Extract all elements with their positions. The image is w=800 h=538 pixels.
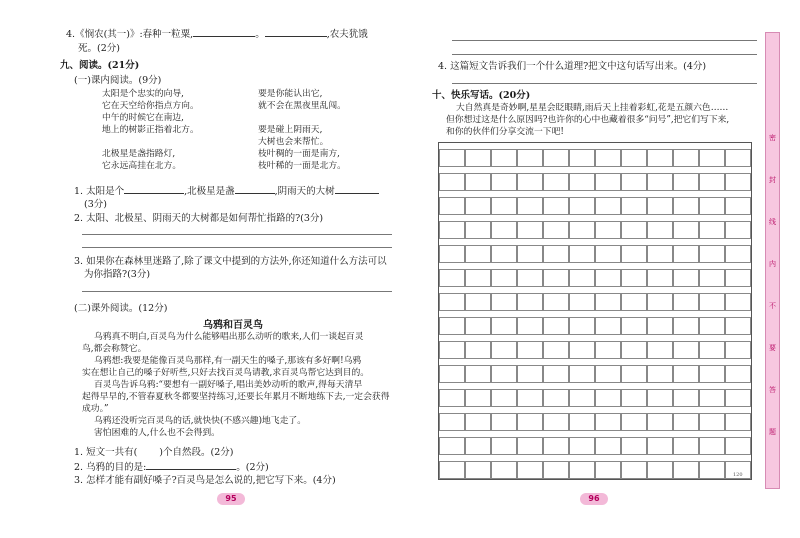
grid-cell[interactable] [595,317,621,335]
grid-cell[interactable] [725,437,751,455]
section-9-heading: 九、阅读。(21分) [60,60,140,71]
grid-cell[interactable] [465,389,491,407]
grid-cell[interactable] [595,149,621,167]
grid-cell[interactable] [699,389,725,407]
grid-cell[interactable] [569,293,595,311]
grid-cell[interactable] [543,269,569,287]
grid-cell[interactable] [465,149,491,167]
sidebar-char: 题 [769,428,776,436]
grid-cell[interactable] [621,437,647,455]
grid-cell[interactable] [647,221,673,239]
grid-cell[interactable] [517,149,543,167]
q1-score: (3分) [84,199,107,210]
grid-cell[interactable] [647,293,673,311]
story-line: 起得早早的,不管春夏秋冬都要坚持练习,还要长年累月不断地练下去,一定会获得 [82,392,390,402]
q4-end: 死。(2分) [78,43,120,54]
grid-cell[interactable] [569,413,595,431]
grid-cell[interactable] [699,341,725,359]
grid-cell[interactable] [517,437,543,455]
grid-cell[interactable] [439,197,465,215]
grid-count: 120 [733,472,743,478]
grid-cell[interactable] [517,365,543,383]
grid-cell[interactable] [465,173,491,191]
q4-right-text: 4. 这篇短文告诉我们一个什么道理?把文中这句话写出来。(4分) [438,61,707,72]
grid-cell[interactable] [517,173,543,191]
grid-cell[interactable] [621,293,647,311]
story-line: 乌鸦还没听完百灵鸟的话,就快快(不感兴趣)地飞走了。 [94,416,306,426]
story-line: 百灵鸟告诉乌鸦:“要想有一副好嗓子,唱出美妙动听的歌声,得每天清早 [94,380,363,390]
poem-right [258,88,346,172]
poem-line: 就不会在黑夜里乱闯。 [258,101,346,111]
s1-part-a: 1. 短文一共有( [74,447,138,458]
grid-cell[interactable] [699,413,725,431]
grid-cell[interactable] [725,293,751,311]
grid-cell[interactable] [595,269,621,287]
grid-cell[interactable] [621,149,647,167]
grid-cell[interactable] [621,269,647,287]
q2-answer-line-1[interactable] [82,234,392,235]
grid-cell[interactable] [595,461,621,479]
prompt-line: 大自然真是奇妙啊,星星会眨眼睛,雨后天上挂着彩虹,花是五颜六色…… [456,103,729,113]
grid-cell[interactable] [517,341,543,359]
grid-cell[interactable] [621,245,647,263]
grid-cell[interactable] [673,341,699,359]
grid-cell[interactable] [595,389,621,407]
grid-cell[interactable] [621,365,647,383]
poem-line: 北极星是盏指路灯, [102,149,176,159]
grid-cell[interactable] [621,341,647,359]
story-line: 鸟,都会称赞它。 [82,344,147,354]
grid-cell[interactable] [699,173,725,191]
poem-gap [258,112,346,124]
story-line: 乌鸦真不明白,百灵鸟为什么能够唱出那么动听的歌来,人们一谈起百灵 [94,332,364,342]
grid-cell[interactable] [465,365,491,383]
grid-cell[interactable] [439,293,465,311]
grid-cell[interactable] [725,173,751,191]
grid-cell[interactable] [465,221,491,239]
grid-cell[interactable] [569,197,595,215]
grid-cell[interactable] [647,461,673,479]
grid-cell[interactable] [439,341,465,359]
grid-cell[interactable] [439,317,465,335]
poem-line: 要是你能认出它, [258,89,323,99]
page-number-left: 95 [217,493,245,505]
grid-cell[interactable] [491,293,517,311]
grid-cell[interactable] [673,437,699,455]
grid-cell[interactable] [491,245,517,263]
story-line: 成功。” [82,404,109,414]
q4-blank-2[interactable] [265,27,327,37]
grid-cell[interactable] [543,197,569,215]
grid-cell[interactable] [465,293,491,311]
grid-cell[interactable] [517,221,543,239]
grid-cell[interactable] [725,221,751,239]
grid-cell[interactable] [595,173,621,191]
q4-right-answer-line[interactable] [452,83,757,84]
grid-cell[interactable] [569,365,595,383]
grid-cell[interactable] [647,269,673,287]
sidebar-char: 封 [769,176,776,184]
grid-cell[interactable] [491,149,517,167]
grid-cell[interactable] [647,389,673,407]
poem-line: 中午的时候它在南边, [102,113,184,123]
poem-gap [102,136,199,148]
story-body [82,331,397,439]
grid-cell[interactable] [517,317,543,335]
grid-cell[interactable] [647,173,673,191]
grid-cell[interactable] [569,461,595,479]
grid-cell[interactable] [569,245,595,263]
grid-cell[interactable] [725,317,751,335]
grid-cell[interactable] [621,389,647,407]
grid-cell[interactable] [439,389,465,407]
q3-text-cont: 为你指路?(3分) [84,269,151,280]
grid-cell[interactable] [543,149,569,167]
grid-cell[interactable] [595,293,621,311]
grid-cell[interactable] [517,413,543,431]
grid-cell[interactable] [569,389,595,407]
q4-suffix: ,农夫犹饿 [326,29,368,40]
story-line: 实在想让自己的嗓子好听些,只好去找百灵鸟请教,求百灵鸟帮它达到目的。 [82,368,370,378]
grid-cell[interactable] [595,365,621,383]
s2-blank[interactable] [146,460,236,470]
q1-blank-3[interactable] [335,184,379,194]
grid-cell[interactable] [699,269,725,287]
sidebar-char: 线 [769,218,776,226]
grid-cell[interactable] [569,317,595,335]
s1-line [74,446,233,459]
grid-cell[interactable] [725,389,751,407]
prompt-line: 和你的伙伴们分享交流一下吧! [446,127,564,137]
grid-cell[interactable] [595,437,621,455]
grid-cell[interactable] [543,173,569,191]
s1-part-b: )个自然段。(2分) [159,447,234,458]
s2-line [74,460,269,474]
grid-cell[interactable] [543,389,569,407]
grid-cell[interactable] [491,197,517,215]
grid-cell[interactable] [439,149,465,167]
poem-line: 太阳是个忠实的向导, [102,89,184,99]
q4-line [66,27,368,41]
grid-cell[interactable] [725,269,751,287]
grid-cell[interactable] [517,269,543,287]
grid-cell[interactable] [725,197,751,215]
grid-cell[interactable] [595,413,621,431]
grid-cell[interactable] [543,461,569,479]
grid-cell[interactable] [439,173,465,191]
grid-cell[interactable] [647,317,673,335]
grid-cell[interactable] [491,341,517,359]
story-line: 害怕困难的人,什么也不会得到。 [94,428,220,438]
q1-part-a: 1. 太阳是个 [74,186,125,197]
grid-cell[interactable] [673,149,699,167]
poem-line: 它永远高挂在北方。 [102,161,182,171]
grid-cell[interactable] [491,221,517,239]
seal-line-sidebar [765,32,780,489]
grid-cell[interactable] [491,173,517,191]
grid-cell[interactable] [725,245,751,263]
sidebar-char: 不 [769,302,776,310]
grid-cell[interactable] [517,293,543,311]
grid-cell[interactable] [699,365,725,383]
grid-cell[interactable] [569,269,595,287]
grid-cell[interactable] [673,317,699,335]
grid-cell[interactable] [517,389,543,407]
grid-cell[interactable] [491,413,517,431]
grid-cell[interactable] [647,197,673,215]
grid-cell[interactable] [699,149,725,167]
grid-cell[interactable] [517,461,543,479]
grid-cell[interactable] [673,197,699,215]
q1-part-c: ,阴雨天的大树 [274,186,335,197]
grid-cell[interactable] [491,317,517,335]
q1-blank-2[interactable] [235,184,275,194]
grid-cell[interactable] [543,317,569,335]
grid-cell[interactable] [621,173,647,191]
grid-cell[interactable] [673,269,699,287]
grid-cell[interactable] [465,317,491,335]
grid-cell[interactable] [725,413,751,431]
writing-prompt [438,102,758,138]
grid-cell[interactable] [673,389,699,407]
grid-cell[interactable] [465,269,491,287]
grid-cell[interactable] [569,221,595,239]
grid-cell[interactable] [647,437,673,455]
grid-cell[interactable] [647,341,673,359]
sidebar-char: 内 [769,260,776,268]
grid-cell[interactable] [673,245,699,263]
grid-cell[interactable] [465,197,491,215]
grid-cell[interactable] [543,437,569,455]
poem-line: 要是碰上阴雨天, [258,125,323,135]
grid-cell[interactable] [595,221,621,239]
q3-answer-line[interactable] [82,291,392,292]
grid-cell[interactable] [439,437,465,455]
grid-cell[interactable] [439,269,465,287]
grid-cell[interactable] [699,437,725,455]
grid-cell[interactable] [543,413,569,431]
prev-answer-line-2[interactable] [452,54,757,55]
grid-cell[interactable] [543,221,569,239]
grid-cell[interactable] [595,341,621,359]
grid-cell[interactable] [647,149,673,167]
grid-cell[interactable] [699,245,725,263]
s3-text: 3. 怎样才能有副好嗓子?百灵鸟是怎么说的,把它写下来。(4分) [74,475,336,486]
q2-text: 2. 太阳、北极星、阴雨天的大树都是如何帮忙指路的?(3分) [74,213,324,224]
grid-cell[interactable] [465,461,491,479]
poem-left [102,88,199,172]
grid-cell[interactable] [569,437,595,455]
q4-prefix: 4.《悯农(其一)》:春种一粒粟, [66,29,194,40]
poem-line: 枝叶稀的一面是北方。 [258,161,346,171]
grid-cell[interactable] [725,365,751,383]
q1-blank-1[interactable] [124,184,184,194]
grid-cell[interactable] [621,461,647,479]
grid-cell[interactable] [439,365,465,383]
sidebar-char: 答 [769,386,776,394]
poem-line: 大树也会来帮忙。 [258,137,329,147]
grid-cell[interactable] [569,149,595,167]
s2-part-a: 2. 乌鸦的目的是: [74,462,147,473]
sidebar-char: 密 [769,134,776,142]
grid-cell[interactable] [439,245,465,263]
grid-cell[interactable] [439,221,465,239]
grid-cell[interactable] [543,365,569,383]
grid-cell[interactable] [621,197,647,215]
q1-part-b: ,北极星是盏 [184,186,235,197]
grid-cell[interactable] [491,461,517,479]
grid-cell[interactable] [491,269,517,287]
grid-cell[interactable] [699,221,725,239]
grid-cell[interactable] [465,413,491,431]
grid-cell[interactable] [725,341,751,359]
q4-blank-1[interactable] [193,27,255,37]
grid-cell[interactable] [517,245,543,263]
grid-cell[interactable] [595,197,621,215]
poem-line: 它在天空给你指点方向。 [102,101,199,111]
grid-cell[interactable] [673,365,699,383]
q3-text: 3. 如果你在森林里迷路了,除了课文中提到的方法外,你还知道什么方法可以 [74,256,387,267]
story-line: 乌鸦想:我要是能像百灵鸟那样,有一副天生的嗓子,那该有多好啊!乌鸦 [94,356,362,366]
part-2-heading: (二)课外阅读。(12分) [74,303,168,314]
grid-cell[interactable] [439,413,465,431]
grid-cell[interactable] [465,437,491,455]
grid-cell[interactable] [699,317,725,335]
story-title: 乌鸦和百灵鸟 [203,320,263,331]
grid-cell[interactable] [699,461,725,479]
q2-answer-line-2[interactable] [82,247,392,248]
grid-cell[interactable] [543,293,569,311]
grid-cell[interactable] [725,149,751,167]
grid-cell[interactable] [621,413,647,431]
prompt-line: 但你想过这是什么原因吗?也许你的心中也藏着很多“问号”,把它们写下来, [446,115,730,125]
q1-line [74,184,379,198]
grid-cell[interactable] [491,389,517,407]
s2-part-b: 。(2分) [236,462,269,473]
grid-cell[interactable] [699,197,725,215]
grid-cell[interactable] [673,173,699,191]
grid-cell[interactable] [491,365,517,383]
grid-cell[interactable] [543,245,569,263]
grid-cell[interactable] [465,341,491,359]
grid-cell[interactable] [673,413,699,431]
grid-cell[interactable] [517,197,543,215]
grid-cell[interactable] [595,245,621,263]
poem-line: 枝叶稠的一面是南方, [258,149,340,159]
page-number-right: 96 [580,493,608,505]
grid-cell[interactable] [569,341,595,359]
grid-cell[interactable] [673,293,699,311]
q4-mid: 。 [255,29,265,40]
writing-grid[interactable] [438,142,752,480]
grid-cell[interactable] [647,245,673,263]
prev-answer-line-1[interactable] [452,40,757,41]
grid-cell[interactable] [569,173,595,191]
grid-cell[interactable] [543,341,569,359]
grid-cell[interactable] [673,461,699,479]
grid-cell[interactable] [621,221,647,239]
grid-cell[interactable] [491,437,517,455]
grid-cell[interactable] [647,365,673,383]
grid-cell[interactable] [439,461,465,479]
poem-line: 地上的树影正指着北方。 [102,125,199,135]
grid-cell[interactable] [465,245,491,263]
section-10-heading: 十、快乐写话。(20分) [432,90,531,101]
grid-cell[interactable] [673,221,699,239]
part-1-heading: (一)课内阅读。(9分) [74,75,162,86]
grid-cell[interactable] [699,293,725,311]
grid-cell[interactable] [621,317,647,335]
sidebar-char: 要 [769,344,776,352]
grid-cell[interactable] [647,413,673,431]
